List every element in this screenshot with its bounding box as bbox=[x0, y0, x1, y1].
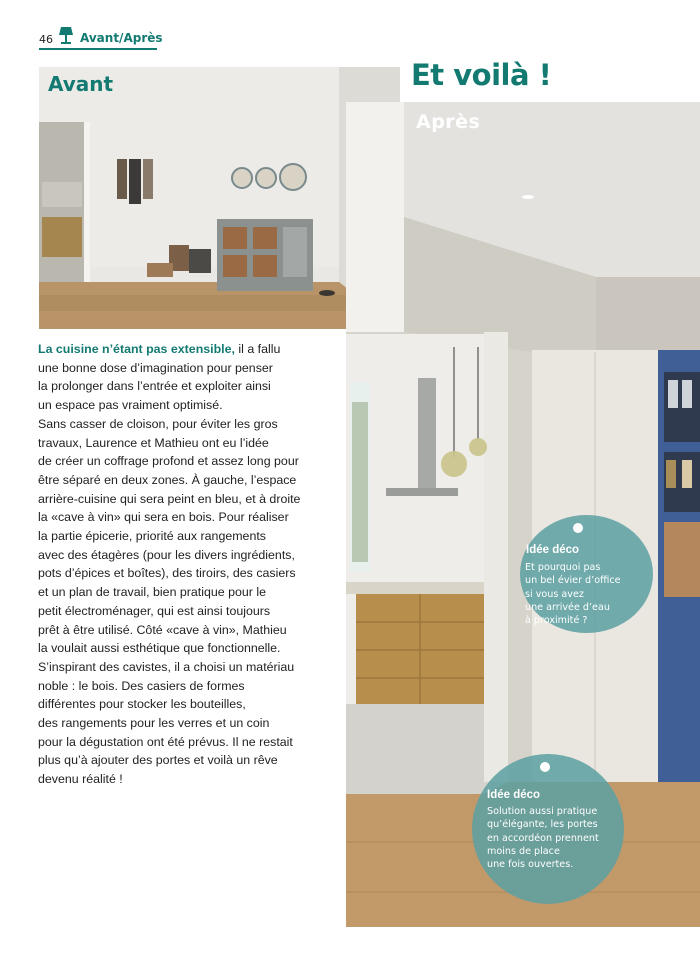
body-line-0: il a fallu bbox=[234, 342, 281, 356]
body-line: S’inspirant des cavistes, il a choisi un matériau bbox=[38, 659, 295, 674]
tip-line: moins de place bbox=[487, 845, 560, 857]
body-line: la voulait aussi esthétique que fonctionnelle. bbox=[38, 641, 281, 656]
tip-line: si vous avez bbox=[525, 588, 584, 600]
tip-title: Idée déco bbox=[526, 544, 580, 556]
body-line: pour la dégustation ont été prévus. Il ne restait bbox=[38, 734, 293, 749]
body-line bbox=[38, 340, 338, 359]
tip-line: une fois ouvertes. bbox=[487, 859, 574, 871]
tip-text bbox=[525, 561, 621, 627]
body-line: petit électroménager, qui est ainsi toujours bbox=[38, 603, 271, 618]
body-line: la «cave à vin» qui sera en bois. Pour réaliser bbox=[38, 510, 289, 525]
tip-line: Et pourquoi pas bbox=[525, 562, 601, 573]
body-line: et un plan de travail, bien pratique pour le bbox=[38, 585, 267, 600]
deco-tip-bubble bbox=[520, 515, 653, 633]
body-line: avec des étagères (pour les divers ingrédients, bbox=[38, 547, 295, 562]
tip-line: en accordéon prennent bbox=[487, 832, 599, 844]
tip-text bbox=[487, 805, 599, 871]
body-line: devenu réalité ! bbox=[38, 772, 123, 787]
body-line: Sans casser de cloison, pour éviter les gros bbox=[38, 416, 278, 431]
body-line: pots d’épices et boîtes), des tiroirs, des casiers bbox=[38, 566, 296, 581]
page-title: Et voilà ! bbox=[411, 58, 552, 92]
body-line: différentes pour stocker les bouteilles, bbox=[38, 697, 246, 712]
body-line: une bonne dose d’imagination pour penser bbox=[38, 360, 273, 375]
bullet-dot-icon bbox=[540, 762, 550, 772]
body-line: arrière-cuisine qui sera peint en bleu, et à droite bbox=[38, 491, 301, 506]
section-title: Avant/Après bbox=[80, 31, 163, 45]
body-line: plus qu’à ajouter des portes et voilà un rêve bbox=[38, 753, 278, 768]
tip-line: à proximité ? bbox=[525, 615, 588, 627]
body-line: noble : le bois. Des casiers de formes bbox=[38, 678, 245, 693]
header-rule bbox=[39, 48, 157, 50]
body-line: être séparé en deux zones. À gauche, l’espace bbox=[38, 472, 297, 487]
body-line: la partie épicerie, priorité aux rangements bbox=[38, 529, 266, 544]
bullet-dot-icon bbox=[573, 523, 583, 533]
before-label: Avant bbox=[48, 72, 114, 96]
deco-tip-bubble bbox=[472, 754, 624, 904]
tip-title: Idée déco bbox=[487, 789, 541, 801]
page-number: 46 bbox=[39, 33, 53, 46]
body-line: des rangements pour les verres et un coin bbox=[38, 716, 270, 731]
body-lead: La cuisine n’étant pas extensible, bbox=[38, 342, 235, 356]
lamp-icon bbox=[58, 27, 74, 45]
tip-line: qu’élégante, les portes bbox=[487, 819, 598, 831]
tip-line: un bel évier d’office bbox=[525, 575, 621, 587]
body-line: de créer un coffrage profond et assez long pour bbox=[38, 454, 299, 469]
body-line: prêt à être utilisé. Côté «cave à vin», Mathieu bbox=[38, 622, 287, 637]
body-line: travaux, Laurence et Mathieu ont eu l’idée bbox=[38, 435, 269, 450]
body-line: la prolonger dans l’entrée et exploiter ainsi bbox=[38, 379, 271, 394]
tip-line: une arrivée d’eau bbox=[525, 601, 610, 613]
after-label: Après bbox=[416, 111, 481, 133]
tip-line: Solution aussi pratique bbox=[487, 806, 598, 817]
body-line: un espace pas vraiment optimisé. bbox=[38, 398, 223, 413]
article-body bbox=[38, 340, 338, 789]
